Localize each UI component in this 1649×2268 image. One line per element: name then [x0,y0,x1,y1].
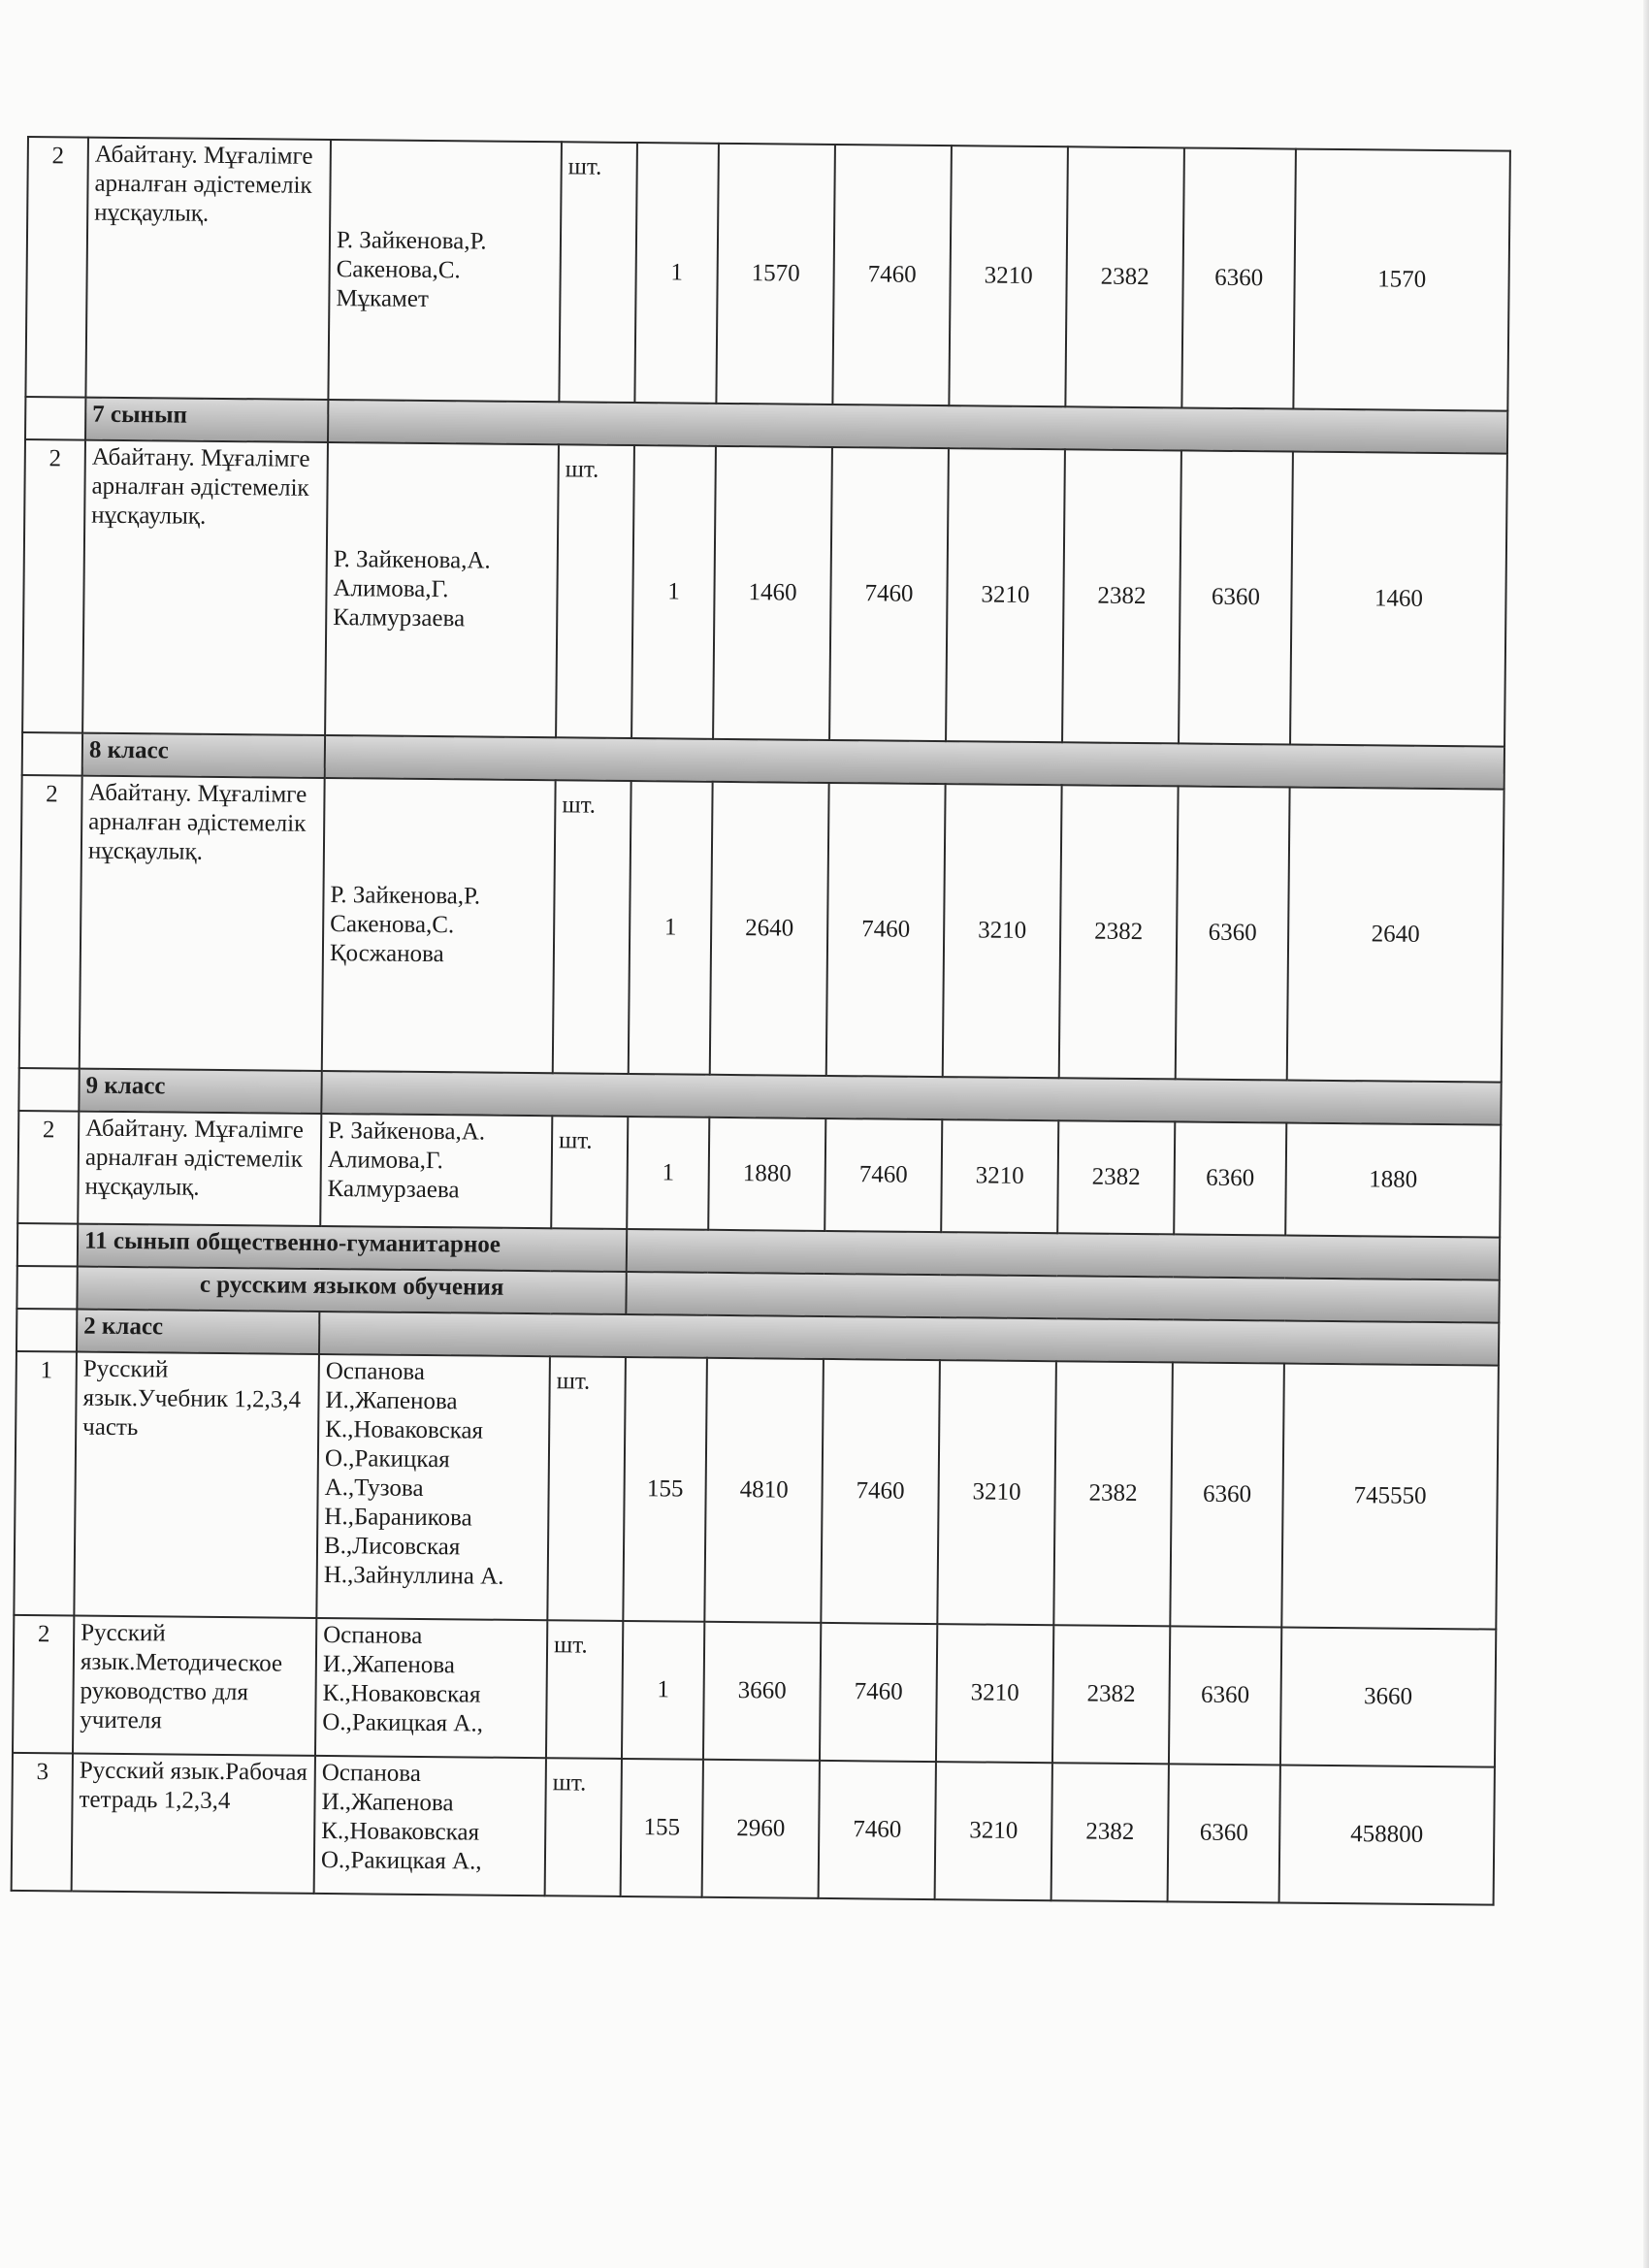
value-col-1: 7460 [832,145,952,405]
row-number: 3 [12,1753,73,1892]
total: 745550 [1281,1363,1499,1629]
book-title: Абайтану. Мұғалімге арналған әдістемелік нұсқаулық. [82,440,328,735]
quantity: 1 [631,445,716,739]
value-col-4: 6360 [1174,1121,1286,1235]
row-number: 2 [13,1615,74,1754]
section-spacer [22,732,82,776]
book-title: Русский язык.Учебник 1,2,3,4 часть [74,1352,319,1618]
document-sheet [11,136,1509,1906]
table-row [12,1753,1495,1905]
section-spacer [17,1223,78,1267]
value-col-1: 7460 [819,1761,936,1899]
value-col-3: 2382 [1065,146,1184,407]
book-author: Оспанова И.,Жапенова К.,Новаковская О.,Ракицкая А., [314,1756,546,1895]
row-number: 2 [25,137,88,398]
book-author: Р. Зайкенова,А. Алимова,Г. Калмурзаева [325,442,559,737]
value-col-3: 2382 [1053,1361,1173,1626]
value-col-1: 7460 [829,447,949,741]
total: 1570 [1293,149,1510,411]
value-col-1: 7460 [826,783,946,1077]
total: 3660 [1280,1627,1496,1766]
row-number: 2 [19,775,82,1069]
quantity: 155 [621,1759,703,1897]
row-number: 2 [17,1111,79,1224]
table-row [13,1615,1496,1767]
book-author: Р. Зайкенова,Р. Сакенова,С. Мұкамет [328,140,562,402]
quantity: 155 [623,1357,707,1622]
book-author: Оспанова И.,Жапенова К.,Новаковская О.,Ракицкая А., [315,1618,547,1758]
heading-language: с русским языком обучения [77,1267,626,1314]
total: 1880 [1285,1123,1501,1238]
book-title: Русский язык.Рабочая тетрадь 1,2,3,4 [72,1754,315,1894]
value-col-4: 6360 [1168,1764,1280,1902]
unit: шт. [553,780,631,1074]
book-author: Оспанова И.,Жапенова К.,Новаковская О.,Ракицкая А.,Тузова Н.,Бараникова В.,Лисовская Н.,Зайнуллина А. [316,1354,550,1620]
value-col-3: 2382 [1057,1120,1175,1234]
price: 4810 [704,1358,824,1623]
textbook-table [11,136,1511,1906]
value-col-1: 7460 [820,1623,937,1762]
quantity: 1 [634,143,719,404]
book-title: Русский язык.Методическое руководство для учителя [73,1616,316,1756]
quantity: 1 [629,781,713,1075]
unit: шт. [551,1116,628,1229]
unit: шт. [547,1356,626,1621]
unit: шт. [556,444,634,738]
value-col-4: 6360 [1170,1362,1284,1627]
value-col-4: 6360 [1176,786,1290,1080]
value-col-4: 6360 [1169,1626,1281,1765]
table-row [19,775,1504,1083]
value-col-4: 6360 [1181,147,1296,408]
row-number: 1 [14,1351,77,1616]
value-col-3: 2382 [1052,1625,1170,1764]
price: 1460 [713,446,832,740]
table-row [25,137,1510,411]
book-title: Абайтану. Мұғалімге арналған әдістемелік нұсқаулық. [85,138,331,400]
value-col-1: 7460 [821,1359,940,1624]
price: 2960 [702,1760,820,1898]
section-spacer [18,1068,79,1112]
heading-grade: 2 класс [77,1310,319,1354]
section-spacer [16,1266,77,1310]
quantity: 1 [622,1621,704,1760]
unit: шт. [546,1620,623,1759]
total: 458800 [1279,1765,1495,1904]
value-col-3: 2382 [1062,449,1181,743]
value-col-2: 3210 [935,1762,1052,1900]
page-edge-shadow [1643,0,1649,2268]
value-col-2: 3210 [937,1360,1056,1625]
table-row [22,439,1507,747]
value-col-2: 3210 [936,1624,1053,1763]
total: 2640 [1287,788,1504,1083]
section-spacer [25,397,85,440]
table-row [14,1351,1499,1630]
value-col-1: 7460 [824,1118,942,1232]
price: 1880 [708,1118,825,1231]
section-title: 8 класс [82,733,325,778]
unit: шт. [559,142,637,403]
unit: шт. [545,1758,622,1896]
heading-profile: 11 сынып общественно-гуманитарное [78,1224,627,1272]
row-number: 2 [22,439,85,733]
section-spacer [16,1309,77,1352]
book-title: Абайтану. Мұғалімге арналған әдістемелік нұсқаулық. [80,776,325,1071]
quantity: 1 [627,1117,709,1230]
value-col-2: 3210 [943,784,1062,1078]
table-row [17,1111,1501,1238]
value-col-3: 2382 [1051,1763,1169,1901]
value-col-2: 3210 [941,1119,1058,1233]
total: 1460 [1290,452,1507,747]
book-title: Абайтану. Мұғалімге арналған әдістемелік нұсқаулық. [78,1112,321,1226]
price: 3660 [703,1622,821,1761]
book-author: Р. Зайкенова,Р. Сакенова,С. Қосжанова [322,778,556,1073]
value-col-4: 6360 [1179,450,1293,744]
price: 1570 [716,144,835,405]
section-title: 9 класс [79,1069,321,1114]
value-col-2: 3210 [949,146,1068,406]
value-col-2: 3210 [946,448,1065,742]
price: 2640 [710,782,829,1076]
section-title: 7 сынып [85,398,328,442]
value-col-3: 2382 [1059,785,1179,1079]
book-author: Р. Зайкенова,А. Алимова,Г. Калмурзаева [320,1114,552,1228]
